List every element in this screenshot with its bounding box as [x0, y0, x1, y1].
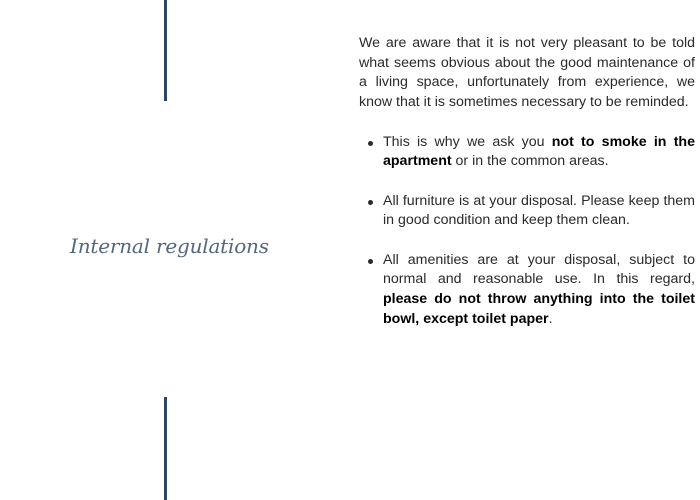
regulations-content	[359, 34, 695, 330]
divider-line-top	[164, 0, 167, 101]
bullet-icon	[368, 141, 373, 146]
rule-text: All amenities are at your disposal, subject to normal and reasonable use. In this regard,	[383, 251, 695, 288]
bullet-icon	[368, 200, 373, 205]
bullet-icon	[368, 259, 373, 264]
intro-paragraph: We are aware that it is not very pleasant to be told what seems obvious about the good maintenance of a living space, unfortunately from experience, we know that it is sometimes necessary to be reminded.	[359, 35, 695, 111]
rule-text-end: or in the common areas.	[451, 153, 609, 170]
rule-text: All furniture is at your disposal. Please keep them in good condition and keep them clean.	[383, 192, 695, 229]
rule-item-amenities	[359, 251, 695, 330]
divider-line-bottom	[164, 397, 167, 500]
rule-item-no-smoking	[359, 133, 695, 172]
rule-emphasis: not to smoke in the apartment	[383, 133, 695, 170]
rules-list	[359, 133, 695, 330]
rule-emphasis: please do not throw anything into the toilet bowl, except toilet paper	[383, 291, 695, 327]
rule-text: This is why we ask you	[383, 133, 552, 150]
rule-text-end: .	[548, 310, 553, 327]
rule-item-furniture	[359, 192, 695, 231]
section-title: Internal regulations	[70, 234, 269, 258]
